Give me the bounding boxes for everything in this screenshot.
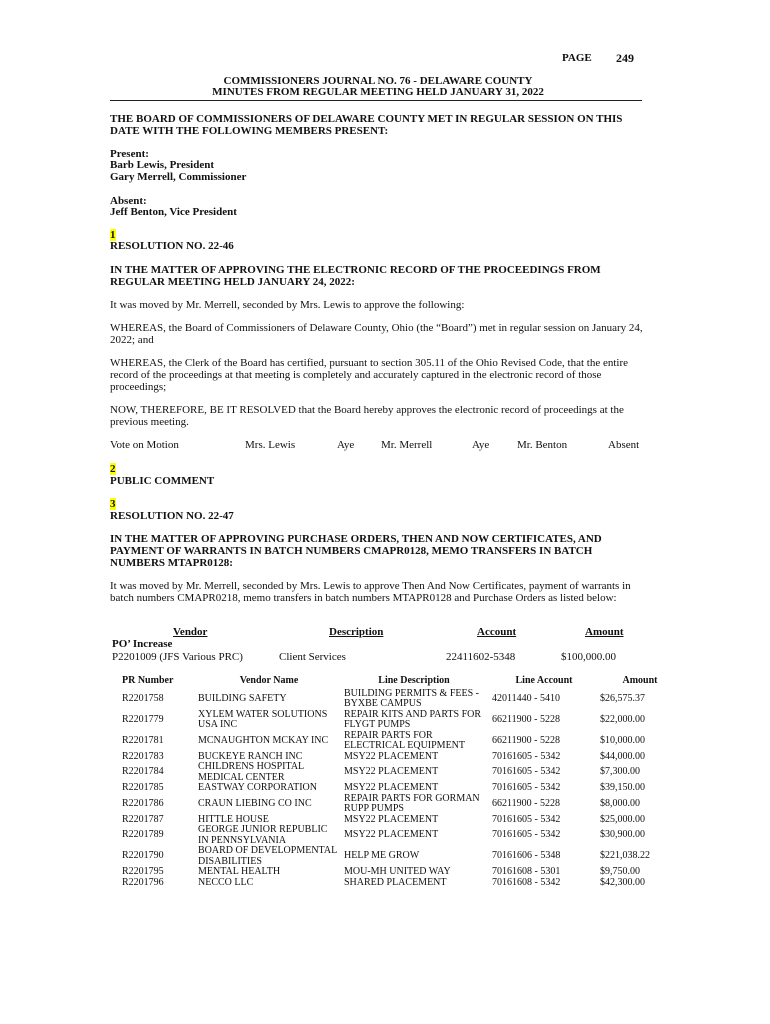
col-line-description: Line Description [378, 675, 450, 686]
cell-line-description: REPAIR KITS AND PARTS FOR FLYGT PUMPS [344, 708, 482, 730]
cell-amount: $44,000.00 [600, 750, 645, 762]
col-pr-number: PR Number [122, 675, 174, 686]
resolution-number: RESOLUTION NO. 22-46 [110, 240, 234, 252]
vote-value: Aye [337, 439, 355, 451]
cell-line-account: 70161605 - 5342 [492, 766, 561, 778]
cell-line-account: 70161608 - 5342 [492, 876, 561, 888]
resolution-title: IN THE MATTER OF APPROVING THE ELECTRONIC RECORD OF THE PROCEEDINGS FROM REGULAR MEETING HELD JANUARY 24, 2022: [110, 264, 601, 288]
page-label: PAGE [562, 52, 592, 64]
cell-line-account: 66211900 - 5228 [492, 713, 560, 725]
cell-vendor-name: EASTWAY CORPORATION [198, 782, 317, 793]
cell-amount: $221,038.22 [600, 850, 650, 862]
whereas-clause: WHEREAS, the Board of Commissioners of Delaware County, Ohio (the “Board”) met in regular session on January 24, 2022; and [110, 322, 643, 346]
cell-vendor-name: BUCKEYE RANCH INC [198, 750, 303, 762]
cell-line-description: BUILDING PERMITS & FEES - BYXBE CAMPUS [344, 687, 480, 709]
board-statement: THE BOARD OF COMMISSIONERS OF DELAWARE COUNTY MET IN REGULAR SESSION ON THIS DATE WITH THE FOLLOWING MEMBERS PRESENT: [110, 113, 623, 137]
resolution-number: RESOLUTION NO. 22-47 [110, 510, 234, 522]
cell-pr-number: R2201787 [122, 813, 164, 825]
cell-vendor-name: XYLEM WATER SOLUTIONS USA INC [198, 708, 328, 730]
cell-amount: $42,300.00 [600, 876, 645, 888]
page-number: 249 [616, 51, 634, 65]
cell-pr-number: R2201795 [122, 866, 164, 877]
cell-pr-number: R2201781 [122, 734, 164, 746]
cell-line-account: 66211900 - 5228 [492, 734, 560, 746]
absent-member: Jeff Benton, Vice President [110, 206, 237, 218]
cell-line-description: MSY22 PLACEMENT [344, 782, 439, 793]
journal-title: COMMISSIONERS JOURNAL NO. 76 - DELAWARE COUNTY [223, 75, 533, 87]
cell-line-account: 70161606 - 5348 [492, 850, 561, 862]
cell-line-description: MSY22 PLACEMENT [344, 766, 439, 778]
present-label: Present: [110, 148, 149, 160]
resolved-clause: NOW, THEREFORE, BE IT RESOLVED that the Board hereby approves the electronic record of proceedings at the previous meeting. [110, 404, 624, 428]
cell-amount: $25,000.00 [600, 813, 645, 825]
cell-line-description: MSY22 PLACEMENT [344, 750, 439, 762]
cell-amount: $39,150.00 [600, 782, 645, 793]
cell-pr-number: R2201796 [122, 876, 164, 888]
po-header-account: Account [477, 626, 517, 638]
item-number: 3 [110, 498, 116, 510]
item-number: 1 [110, 229, 116, 241]
cell-vendor-name: BUILDING SAFETY [198, 692, 287, 704]
cell-pr-number: R2201784 [122, 766, 164, 778]
cell-line-description: REPAIR PARTS FOR ELECTRICAL EQUIPMENT [344, 729, 466, 751]
cell-vendor-name: BOARD OF DEVELOPMENTAL DISABILITIES [198, 845, 337, 867]
table-row [112, 794, 682, 815]
cell-pr-number: R2201790 [122, 850, 164, 862]
cell-vendor-name: MENTAL HEALTH [198, 866, 281, 877]
po-account: 22411602-5348 [446, 651, 516, 663]
item-number: 2 [110, 463, 116, 475]
cell-line-account: 70161605 - 5342 [492, 829, 561, 841]
cell-line-account: 70161605 - 5342 [492, 750, 561, 762]
cell-vendor-name: NECCO LLC [198, 876, 254, 888]
cell-line-account: 66211900 - 5228 [492, 797, 560, 809]
cell-pr-number: R2201785 [122, 782, 164, 793]
cell-vendor-name: GEORGE JUNIOR REPUBLIC IN PENNSYLVANIA [198, 824, 328, 846]
table-row [112, 867, 682, 878]
po-amount: $100,000.00 [561, 651, 616, 663]
vote-member: Mr. Merrell [381, 439, 433, 451]
cell-line-account: 70161605 - 5342 [492, 813, 561, 825]
absent-label: Absent: [110, 195, 147, 207]
cell-amount: $10,000.00 [600, 734, 645, 746]
whereas-clause: WHEREAS, the Clerk of the Board has certified, pursuant to section 305.11 of the Ohio Revised Code, that the entire record of the proceedings at that meeting is completely and accurately captured in the electronic record of those proceedings; [110, 357, 628, 393]
cell-line-description: REPAIR PARTS FOR GORMAN RUPP PUMPS [344, 792, 480, 814]
cell-amount: $8,000.00 [600, 797, 640, 809]
po-header-vendor: Vendor [173, 626, 208, 638]
pr-table [112, 675, 682, 888]
po-header-description: Description [329, 626, 384, 638]
cell-vendor-name: CHILDRENS HOSPITAL MEDICAL CENTER [198, 761, 304, 783]
col-amount: Amount [622, 675, 658, 686]
vote-label: Vote on Motion [110, 439, 179, 451]
col-vendor-name: Vendor Name [239, 675, 299, 686]
cell-pr-number: R2201758 [122, 692, 164, 704]
po-description: Client Services [279, 651, 346, 663]
motion-text: It was moved by Mr. Merrell, seconded by Mrs. Lewis to approve the following: [110, 299, 465, 311]
cell-line-account: 42011440 - 5410 [492, 692, 560, 704]
header-rule [110, 100, 642, 101]
cell-line-account: 70161605 - 5342 [492, 782, 561, 793]
cell-pr-number: R2201783 [122, 750, 164, 762]
cell-line-account: 70161608 - 5301 [492, 866, 561, 877]
vote-member: Mr. Benton [517, 439, 568, 451]
cell-vendor-name: MCNAUGHTON MCKAY INC [198, 734, 329, 746]
vote-value: Aye [472, 439, 490, 451]
item-title: PUBLIC COMMENT [110, 475, 215, 487]
cell-pr-number: R2201786 [122, 797, 164, 809]
resolution-title: IN THE MATTER OF APPROVING PURCHASE ORDERS, THEN AND NOW CERTIFICATES, AND PAYMENT OF WARRANTS IN BATCH NUMBERS CMAPR0128, MEMO TRANSFERS IN BATCH NUMBERS MTAPR0128: [110, 533, 602, 569]
col-line-account: Line Account [515, 675, 573, 686]
table-row [112, 846, 682, 867]
table-row [112, 710, 682, 731]
cell-line-description: HELP ME GROW [344, 850, 420, 862]
cell-pr-number: R2201779 [122, 713, 164, 725]
cell-line-description: MOU-MH UNITED WAY [344, 866, 451, 877]
cell-vendor-name: CRAUN LIEBING CO INC [198, 797, 312, 809]
pr-table-body [112, 689, 682, 889]
table-row [112, 878, 682, 889]
cell-line-description: SHARED PLACEMENT [344, 876, 447, 888]
po-header-amount: Amount [585, 626, 624, 638]
po-increase-label: PO’ Increase [112, 638, 173, 650]
cell-vendor-name: HITTLE HOUSE [198, 813, 269, 825]
table-row [112, 689, 682, 710]
cell-amount: $7,300.00 [600, 766, 640, 778]
table-row [112, 762, 682, 783]
present-member: Gary Merrell, Commissioner [110, 171, 247, 183]
cell-amount: $9,750.00 [600, 866, 640, 877]
vote-member: Mrs. Lewis [245, 439, 296, 451]
po-vendor: P2201009 (JFS Various PRC) [112, 651, 243, 663]
table-row [112, 731, 682, 752]
pr-table-header [112, 675, 682, 689]
cell-line-description: MSY22 PLACEMENT [344, 829, 439, 841]
minutes-title: MINUTES FROM REGULAR MEETING HELD JANUARY 31, 2022 [212, 86, 544, 98]
cell-amount: $26,575.37 [600, 692, 645, 704]
vote-value: Absent [608, 439, 640, 451]
table-row [112, 783, 682, 794]
motion-text: It was moved by Mr. Merrell, seconded by Mrs. Lewis to approve Then And Now Certificates, payment of warrants in batch numbers CMAPR0218, memo transfers in batch numbers MTAPR0128 and Purchase Orders as listed below: [110, 580, 631, 604]
cell-amount: $22,000.00 [600, 713, 645, 725]
cell-pr-number: R2201789 [122, 829, 164, 841]
cell-line-description: MSY22 PLACEMENT [344, 813, 439, 825]
cell-amount: $30,900.00 [600, 829, 645, 841]
present-member: Barb Lewis, President [110, 159, 214, 171]
table-row [112, 825, 682, 846]
